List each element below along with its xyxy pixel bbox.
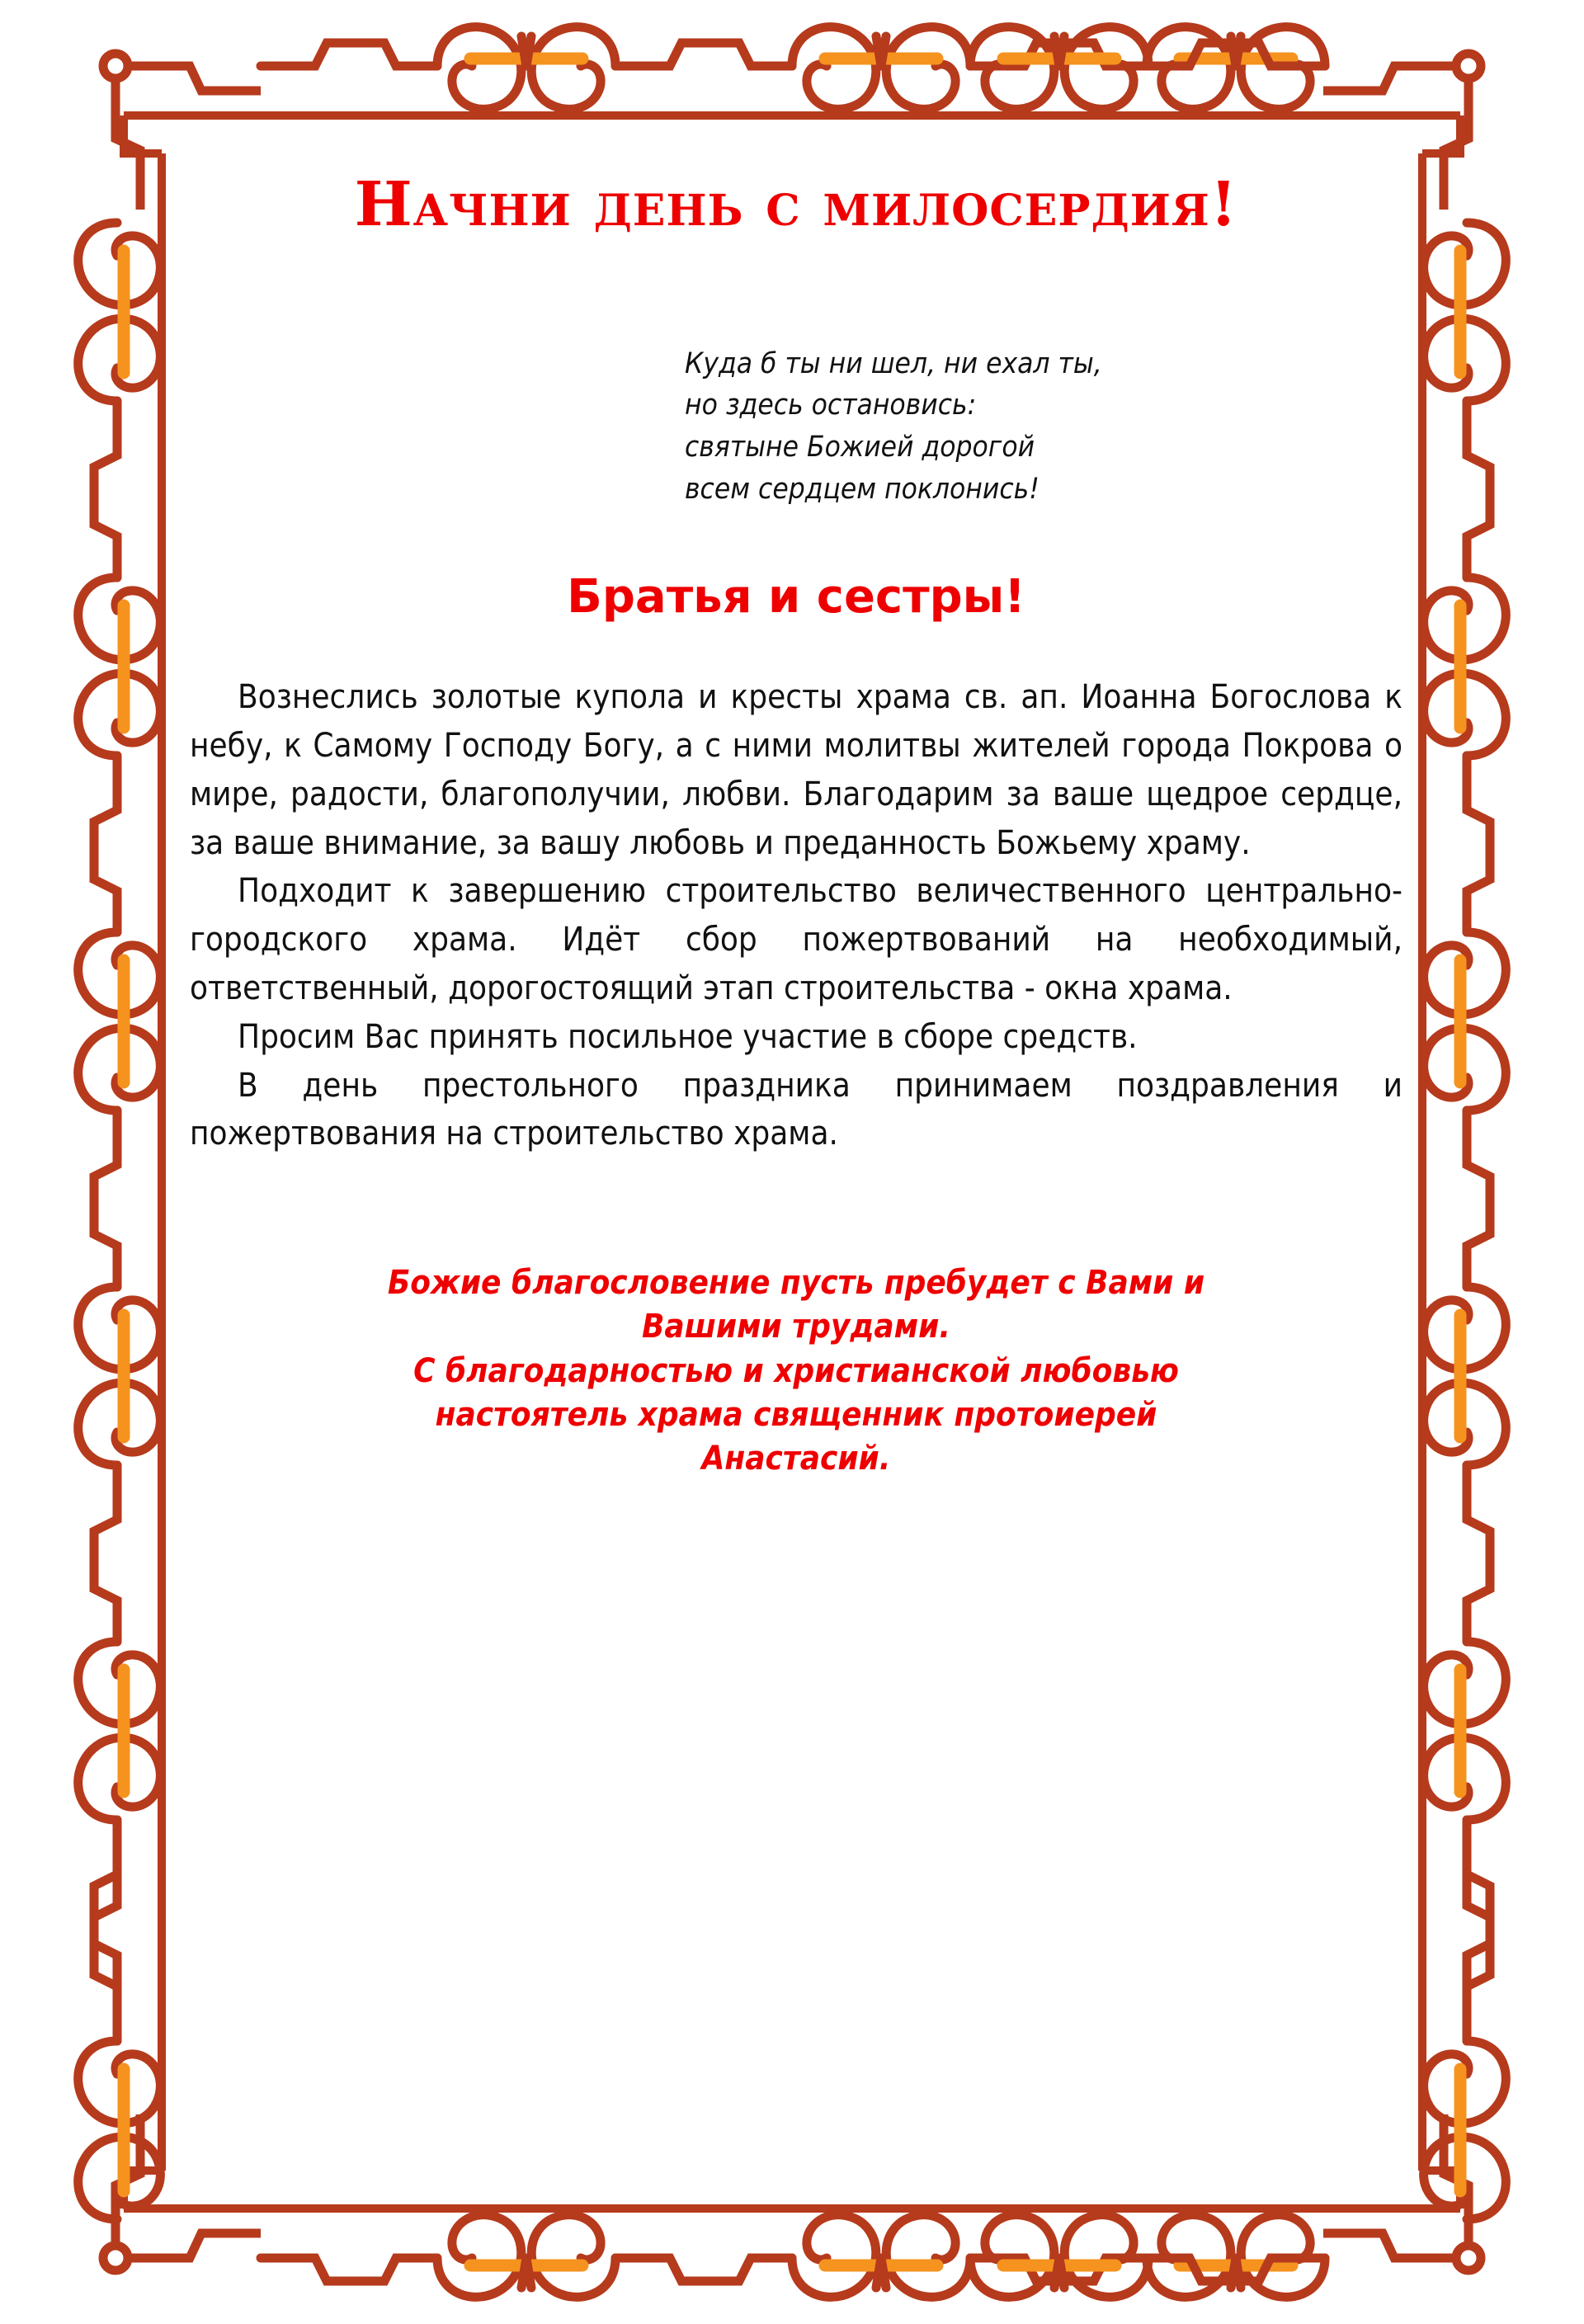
page-title: Начни день с милосердия!	[354, 169, 1238, 240]
border-right-scrollwork	[1424, 223, 1506, 2219]
poem-block	[190, 343, 1402, 511]
section-heading-brothers-and-sisters: Братья и сестры!	[567, 569, 1025, 624]
body-paragraph: Вознеслись золотые купола и кресты храма св. ап. Иоанна Богослова к небу, к Самому Господу Богу, а с ними молитвы жителей города Покрова о мире, радости, благополучии, любви. Благодарим за ваше щедрое сердце, за ваше внимание, за вашу любовь и преданность Божьему храму.	[190, 678, 1402, 862]
body-paragraph: В день престольного праздника принимаем поздравления и пожертвования на строительство храма.	[190, 1066, 1402, 1153]
poster-content	[190, 124, 1402, 2170]
poem-line: всем сердцем поклонись!	[685, 472, 1040, 506]
body-text	[190, 673, 1402, 1158]
body-paragraph: Подходит к завершению строительство величественного центрально-городского храма. Идёт сбор пожертвований на необходимый, ответственный, дорогостоящий этап строительства - окна храма.	[190, 872, 1402, 1008]
blessing-line: настоятель храма священник протоиерей	[435, 1395, 1157, 1434]
blessing-line: С благодарностью и христианской любовью	[413, 1351, 1179, 1390]
border-left-scrollwork	[78, 223, 161, 2219]
poem-line: Куда б ты ни шел, ни ехал ты,	[685, 346, 1102, 380]
blessing-line: Вашими трудами.	[641, 1308, 950, 1346]
poem-line: но здесь остановись:	[685, 389, 977, 422]
blessing-signature-block	[190, 1261, 1402, 1481]
body-paragraph: Просим Вас принять посильное участие в сборе средств.	[238, 1017, 1138, 1056]
border-bottom-scrollwork	[261, 2215, 1325, 2298]
blessing-line: Анастасий.	[701, 1440, 891, 1478]
blessing-line: Божие благословение пусть пребудет с Вами и	[387, 1264, 1205, 1303]
border-top-scrollwork	[261, 27, 1325, 110]
poem-line: святыне Божией дорогой	[685, 431, 1035, 464]
